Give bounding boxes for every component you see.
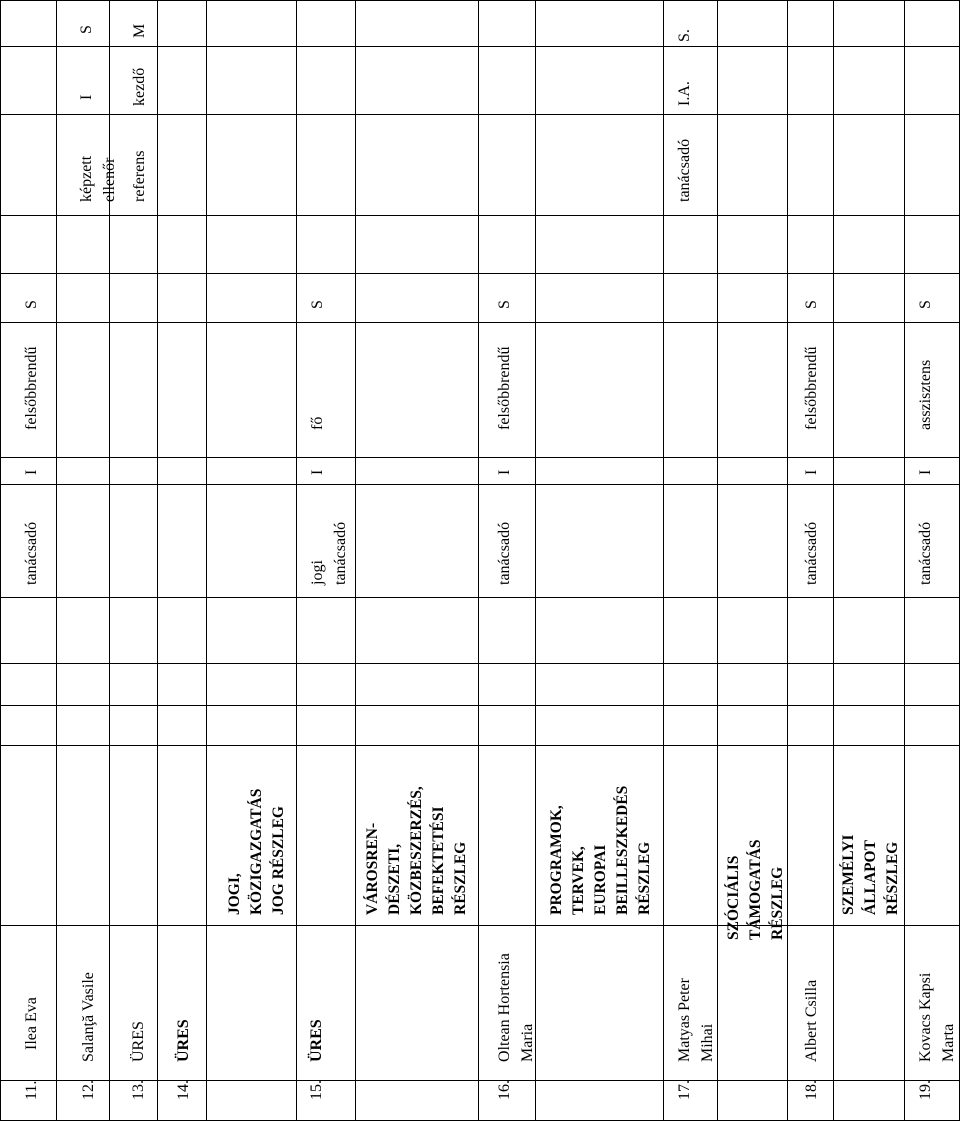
rank-value: S [23, 300, 40, 309]
class-value: I [309, 469, 326, 475]
row-rule [833, 0, 834, 1121]
proposed-position: képzett ellenőr [78, 155, 118, 202]
proposed-position: tanácsadó [676, 138, 693, 202]
row-rule [355, 0, 356, 1121]
proposed-class: I.A. [676, 81, 693, 106]
grade-value: felsőbbrendű [23, 346, 40, 430]
rank-value: S [309, 300, 326, 309]
column-rule [0, 114, 960, 115]
rank-value: S [803, 300, 820, 309]
class-value: I [23, 469, 40, 475]
row-rule [904, 0, 905, 1121]
employee-name: Kovacs Kapsi Marta [917, 972, 957, 1062]
column-rule [0, 46, 960, 47]
column-rule [0, 457, 960, 458]
row-number: 19. [917, 1080, 934, 1100]
column-rule [0, 484, 960, 485]
row-number: 17. [676, 1080, 693, 1100]
column-rule [0, 273, 960, 274]
rank-value: S [917, 300, 934, 309]
section-header: SZEMÉLYI ÁLLAPOT RÉSZLEG [840, 834, 901, 915]
column-rule [0, 663, 960, 664]
employee-name: ÜRES [175, 1019, 192, 1062]
proposed-class: kezdő [131, 67, 148, 106]
employee-name: Matyas Peter Mihai [676, 978, 716, 1062]
column-rule [0, 215, 960, 216]
grade-value: fő [309, 416, 326, 430]
employee-name: Oltean Hortensia Maria [496, 953, 536, 1062]
table-border-top [0, 0, 960, 1]
row-rule [663, 0, 664, 1121]
row-rule [56, 0, 57, 1121]
employee-name: ÜRES [130, 1021, 147, 1062]
row-rule [296, 0, 297, 1121]
row-rule [157, 0, 158, 1121]
column-rule [0, 925, 960, 926]
position-title: jogi tanácsadó [309, 521, 349, 585]
row-number: 14. [175, 1080, 192, 1100]
row-number: 18. [803, 1080, 820, 1100]
section-header: SZÓCIÁLIS TÁMOGATÁS RÉSZLEG [725, 839, 786, 940]
position-title: tanácsadó [917, 521, 934, 585]
position-title: tanácsadó [23, 521, 40, 585]
section-header: JOGI, KÖZIGAZGATÁS JOG RÉSZLEG [226, 788, 287, 915]
proposed-rank: S [78, 25, 95, 34]
position-title: tanácsadó [803, 521, 820, 585]
row-number: 11. [23, 1080, 40, 1100]
row-rule [0, 0, 1, 1121]
class-value: I [917, 469, 934, 475]
employee-name: Albert Csilla [803, 979, 820, 1062]
employee-name: ÜRES [308, 1019, 325, 1062]
row-number: 12. [80, 1080, 97, 1100]
column-rule [0, 705, 960, 706]
class-value: I [496, 469, 513, 475]
row-rule [206, 0, 207, 1121]
row-rule [478, 0, 479, 1121]
row-rule [787, 0, 788, 1121]
grade-value: felsőbbrendű [496, 346, 513, 430]
position-title: tanácsadó [496, 521, 513, 585]
section-header: VÁROSREN- DÉSZETI, KÖZBESZERZÉS, BEFEKTETÉSI RÉSZLEG [364, 786, 469, 915]
grade-value: asszisztens [917, 359, 934, 430]
row-number: 15. [308, 1080, 325, 1100]
employee-name: Salanţă Vasile [80, 972, 97, 1062]
proposed-position: referens [131, 150, 148, 202]
class-value: I [803, 469, 820, 475]
row-number: 13. [130, 1080, 147, 1100]
proposed-class: I [78, 94, 95, 100]
section-header: PROGRAMOK, TERVEK, EUROPAI BEILLESZKEDÉS RÉSZLEG [548, 785, 653, 915]
column-rule [0, 322, 960, 323]
column-rule [0, 745, 960, 746]
employee-name: Ilea Eva [23, 997, 40, 1050]
column-rule [0, 597, 960, 598]
rank-value: S [496, 300, 513, 309]
proposed-rank: M [131, 23, 148, 38]
proposed-rank: S. [676, 29, 693, 42]
grade-value: felsőbbrendű [803, 346, 820, 430]
row-number: 16. [496, 1080, 513, 1100]
row-rule [717, 0, 718, 1121]
